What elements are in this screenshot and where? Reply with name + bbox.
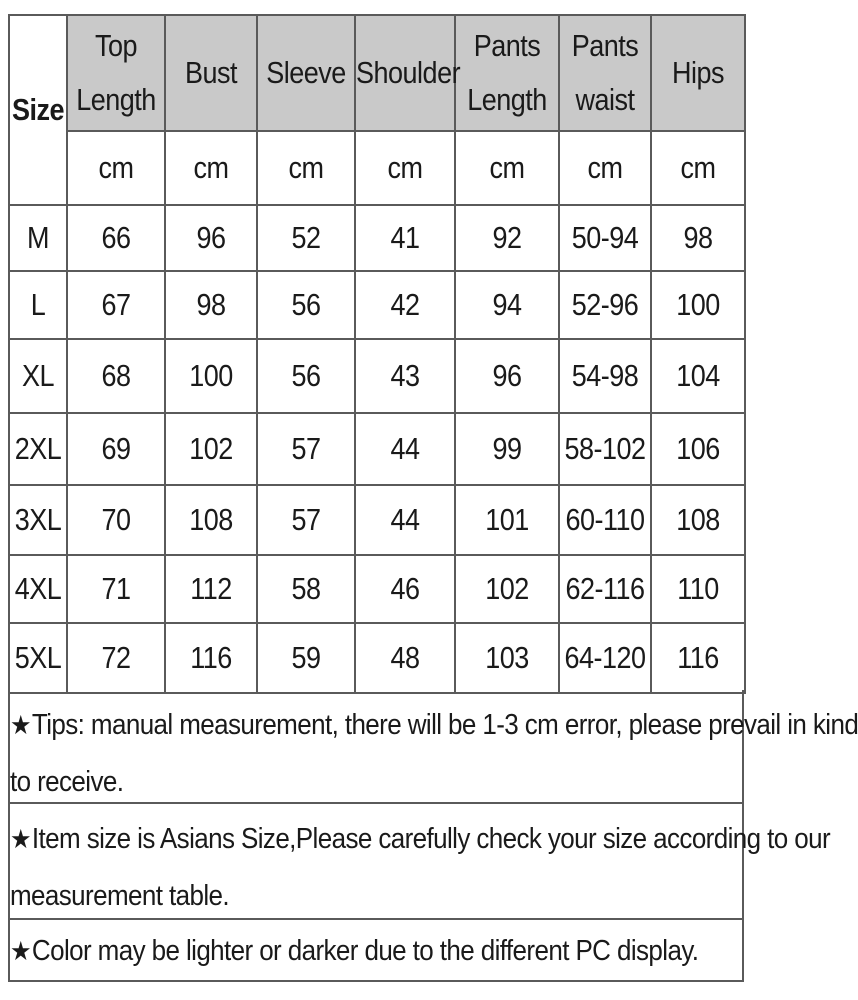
table-row [9,555,745,623]
column-header-pants-length: Pants Length [455,15,559,131]
table-cell: 58-102 [559,413,651,485]
size-cell: 3XL [9,485,67,555]
star-icon: ★ [10,823,31,855]
table-cell: 64-120 [559,623,651,693]
table-row [9,271,745,339]
table-cell: 103 [455,623,559,693]
header-row [9,15,745,131]
note-text: measurement table. [10,878,229,912]
table-row [9,339,745,413]
table-cell: 96 [455,339,559,413]
size-cell: 4XL [9,555,67,623]
size-cell: M [9,205,67,271]
star-icon: ★ [10,935,31,967]
table-cell: 62-116 [559,555,651,623]
note-measurement-tip [8,690,858,804]
table-cell: 59 [257,623,355,693]
note-text: Color may be lighter or darker due to the different PC display. [31,933,699,967]
unit-cell: cm [67,131,165,205]
size-cell: L [9,271,67,339]
table-cell: 57 [257,485,355,555]
table-cell: 69 [67,413,165,485]
table-cell: 66 [67,205,165,271]
unit-row [9,131,745,205]
column-header-hips: Hips [651,15,745,131]
table-cell: 112 [165,555,257,623]
table-cell: 116 [165,623,257,693]
table-cell: 99 [455,413,559,485]
size-cell: XL [9,339,67,413]
column-header-bust: Bust [165,15,257,131]
table-cell: 56 [257,339,355,413]
column-header-sleeve: Sleeve [257,15,355,131]
table-cell: 52-96 [559,271,651,339]
note-asian-size [8,804,831,920]
size-table [8,14,746,694]
table-cell: 46 [355,555,455,623]
size-cell: 2XL [9,413,67,485]
size-cell: 5XL [9,623,67,693]
table-cell: 102 [455,555,559,623]
unit-cell: cm [455,131,559,205]
table-cell: 44 [355,413,455,485]
size-column-header: Size [9,15,67,205]
table-cell: 44 [355,485,455,555]
unit-cell: cm [355,131,455,205]
table-cell: 54-98 [559,339,651,413]
table-cell: 52 [257,205,355,271]
table-cell: 70 [67,485,165,555]
table-cell: 100 [165,339,257,413]
table-cell: 98 [651,205,745,271]
table-cell: 104 [651,339,745,413]
table-cell: 108 [651,485,745,555]
table-cell: 67 [67,271,165,339]
table-cell: 94 [455,271,559,339]
column-header-pants-waist: Pants waist [559,15,651,131]
top-margin [0,0,750,14]
table-row [9,413,745,485]
unit-cell: cm [651,131,745,205]
table-cell: 101 [455,485,559,555]
table-cell: 68 [67,339,165,413]
table-cell: 71 [67,555,165,623]
note-text: to receive. [10,764,124,798]
table-cell: 56 [257,271,355,339]
table-row [9,205,745,271]
table-cell: 102 [165,413,257,485]
table-cell: 50-94 [559,205,651,271]
note-text: Item size is Asians Size,Please carefully check your size according to our [31,821,831,855]
column-header-top-length: Top Length [67,15,165,131]
table-row [9,623,745,693]
table-cell: 98 [165,271,257,339]
column-header-shoulder: Shoulder [355,15,455,131]
table-row [9,485,745,555]
table-cell: 43 [355,339,455,413]
table-cell: 42 [355,271,455,339]
table-cell: 106 [651,413,745,485]
note-text: Tips: manual measurement, there will be 1-3 cm error, please prevail in kind [31,707,858,741]
unit-cell: cm [559,131,651,205]
table-cell: 116 [651,623,745,693]
unit-cell: cm [165,131,257,205]
notes-section [8,690,858,982]
table-cell: 41 [355,205,455,271]
table-cell: 100 [651,271,745,339]
table-cell: 108 [165,485,257,555]
table-cell: 72 [67,623,165,693]
unit-cell: cm [257,131,355,205]
table-cell: 60-110 [559,485,651,555]
table-cell: 92 [455,205,559,271]
note-color-display [8,920,744,982]
table-cell: 48 [355,623,455,693]
table-cell: 110 [651,555,745,623]
table-cell: 58 [257,555,355,623]
table-cell: 96 [165,205,257,271]
table-cell: 57 [257,413,355,485]
star-icon: ★ [10,709,31,741]
